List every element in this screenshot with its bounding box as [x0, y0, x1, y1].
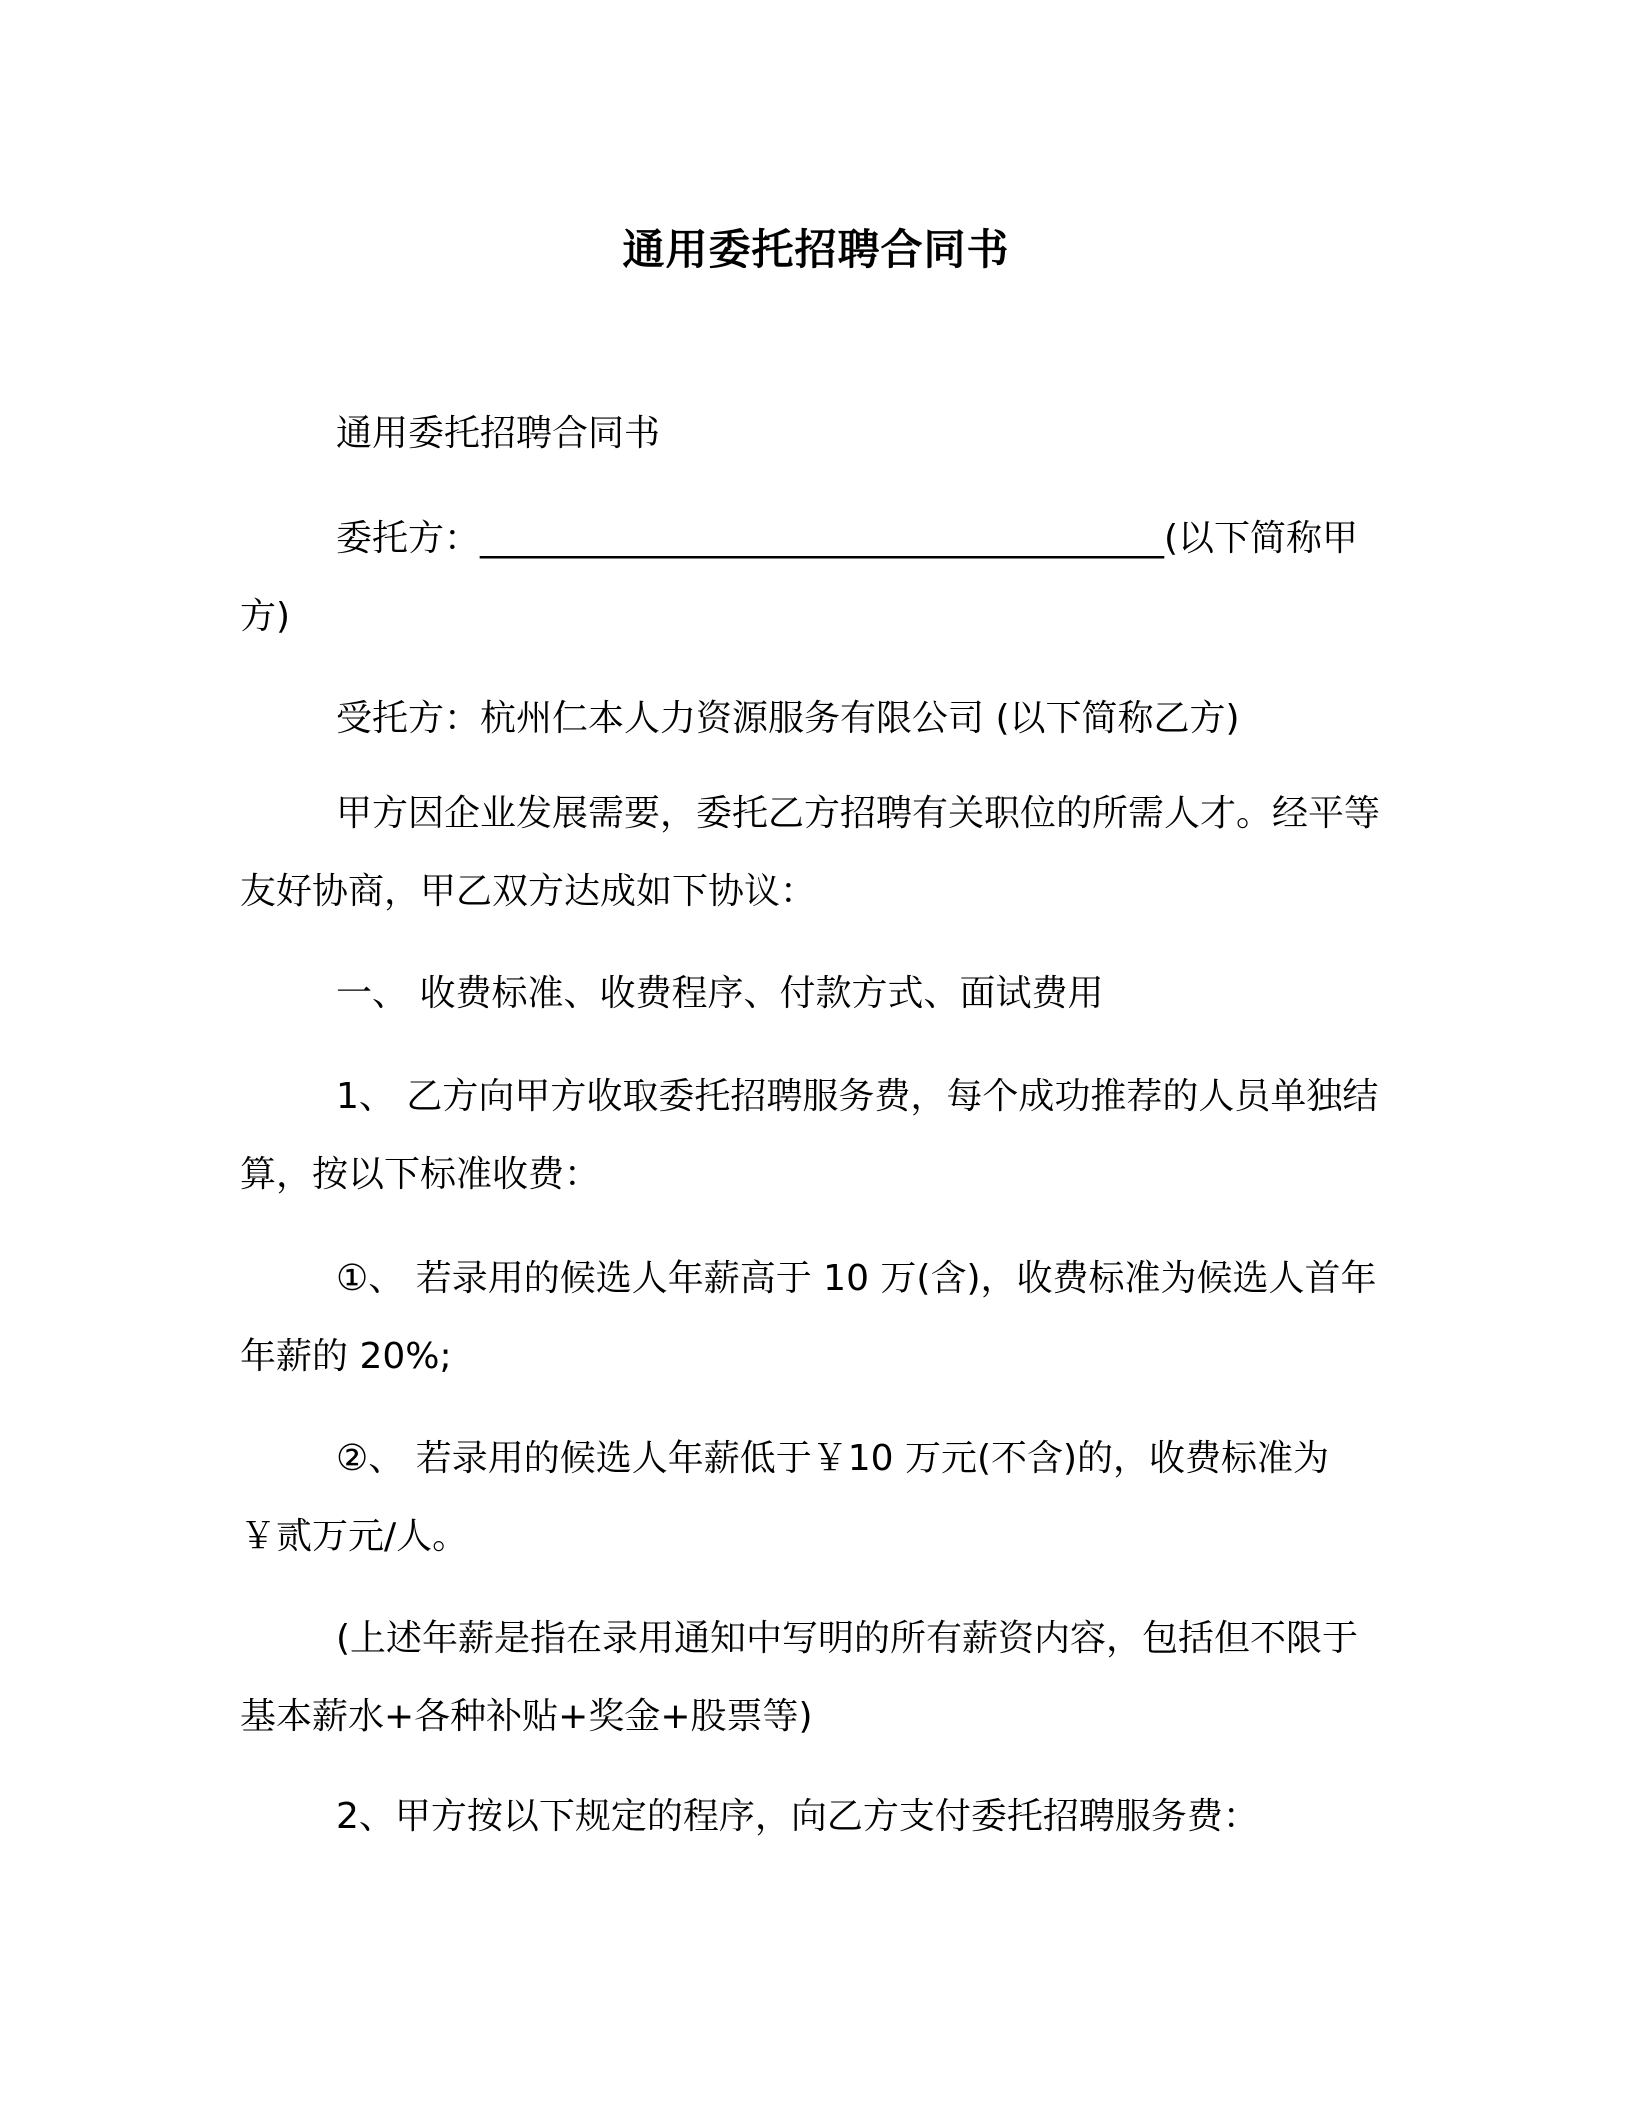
- paragraph-intro: 甲方因企业发展需要，委托乙方招聘有关职位的所需人才。经平等友好协商，甲乙双方达成如下协议：: [240, 793, 1381, 912]
- paragraph-client: 委托方：______________________________________(以下简称甲方): [240, 518, 1359, 637]
- paragraph-item-1b: ②、 若录用的候选人年薪低于￥10 万元(不含)的，收费标准为￥贰万元/人。: [240, 1438, 1330, 1557]
- paragraph-item-2: 2、甲方按以下规定的程序，向乙方支付委托招聘服务费：: [336, 1796, 1259, 1837]
- document-title: 通用委托招聘合同书: [622, 225, 1010, 274]
- paragraph-item-1a: ①、 若录用的候选人年薪高于 10 万(含)，收费标准为候选人首年年薪的 20%;: [240, 1258, 1377, 1377]
- paragraph-note: (上述年薪是指在录用通知中写明的所有薪资内容，包括但不限于基本薪水+各种补贴+奖金+股票等): [240, 1618, 1359, 1737]
- paragraph-section-heading: 一、 收费标准、收费程序、付款方式、面试费用: [336, 973, 1104, 1014]
- paragraph-item-1: 1、 乙方向甲方收取委托招聘服务费，每个成功推荐的人员单独结算，按以下标准收费：: [240, 1076, 1379, 1195]
- paragraph-subtitle: 通用委托招聘合同书: [336, 413, 661, 454]
- paragraph-contractor: 受托方：杭州仁本人力资源服务有限公司 (以下简称乙方): [336, 698, 1240, 739]
